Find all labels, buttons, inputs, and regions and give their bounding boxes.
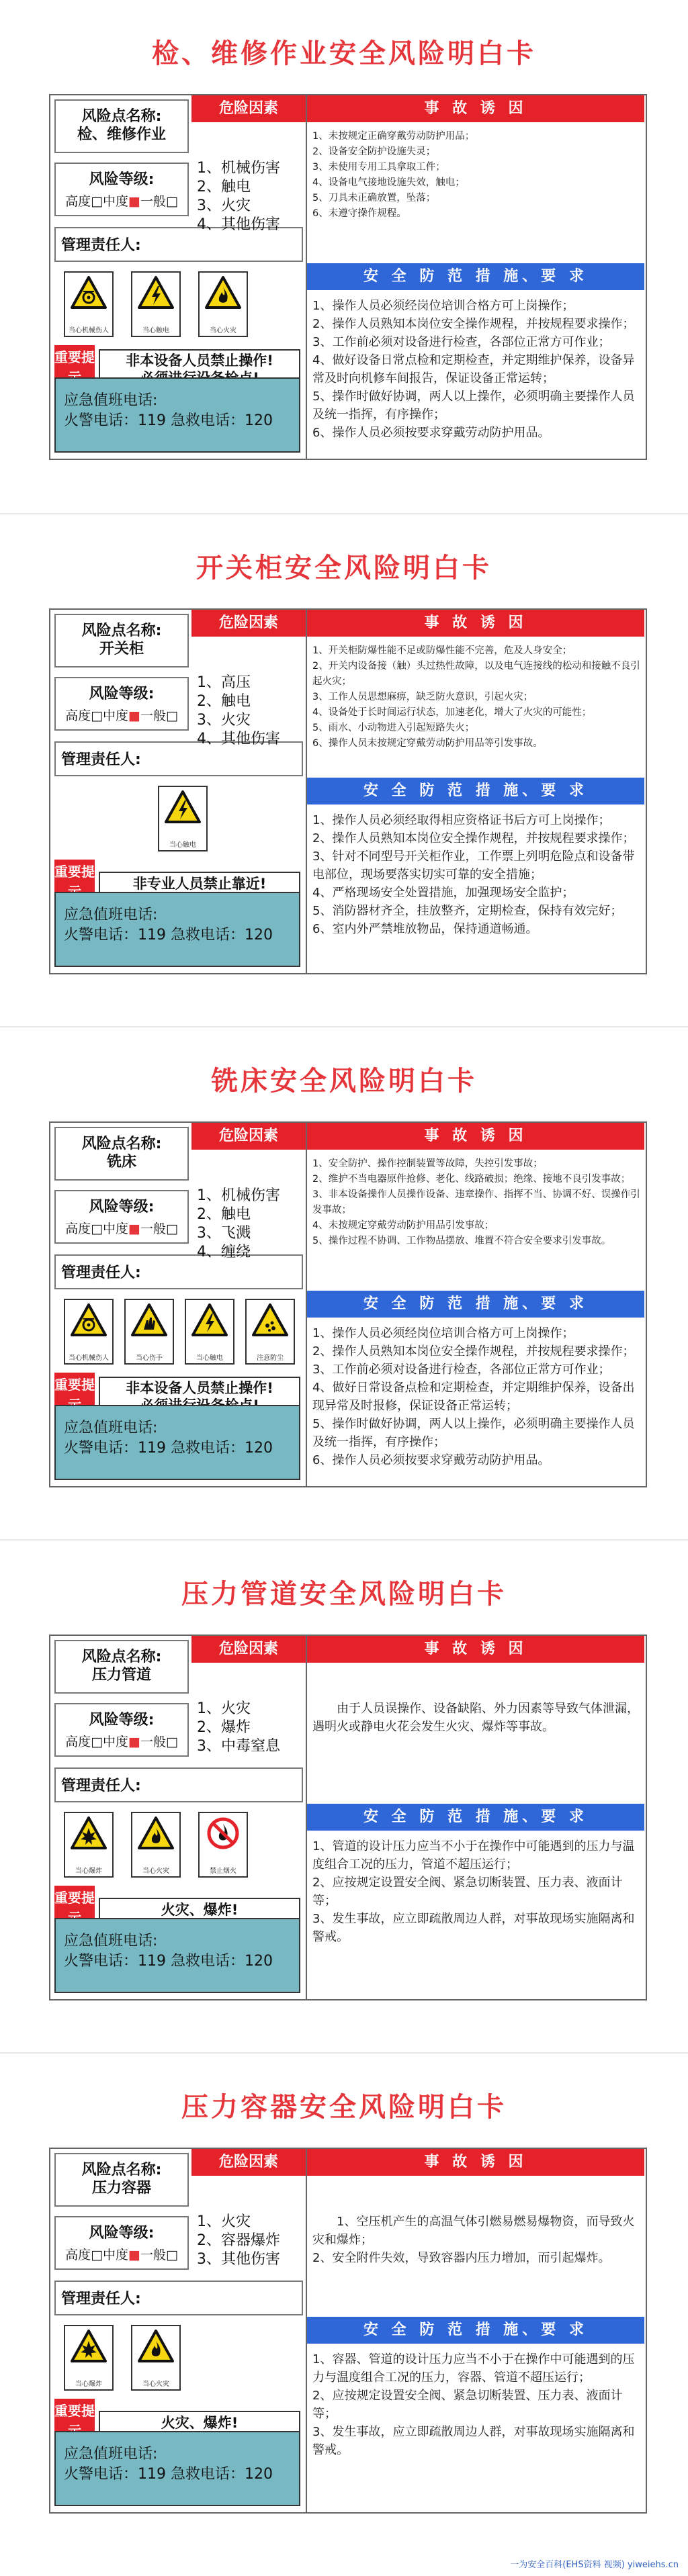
right-column: [306, 610, 646, 973]
notice-line: 火灾、爆炸!: [161, 2415, 239, 2431]
warning-sign: [64, 1299, 114, 1365]
explosion-icon: [65, 2329, 112, 2364]
level-marker: ■: [128, 194, 140, 209]
safety-measures-header: 安 全 防 范 措 施、要 求: [307, 1291, 644, 1318]
risk-level-scale: [56, 1219, 187, 1237]
risk-card: [49, 1121, 647, 1487]
notice-line: 非专业人员禁止靠近!: [132, 876, 267, 892]
risk-level-label: 风险等级:: [89, 1712, 155, 1729]
card-title: 开关柜安全风险明白卡: [196, 553, 492, 584]
hazard-item: 1、火灾: [197, 1700, 251, 1717]
warning-sign: [64, 1812, 114, 1878]
risk-card-section: [0, 2052, 688, 2563]
level-high-medium: 高度□中度: [65, 1735, 129, 1749]
accident-cause-text: 1、安全防护、操作控制装置等故障，失控引发事故； 2、维护不当电器原件抢修、老化、线路破损；绝缘、接地不良引发事故； 3、非本设备操作人员操作设备、违章操作、指挥不当、协调不好、误操作引发事故； 4、未按规定穿戴劳动防护用品引发事故； 5、操作过程不协调、工作物品摆放、堆置不符合安全要求引发事故。: [312, 1158, 640, 1246]
hazard-list: [197, 1187, 304, 1262]
hazard-item: 1、机械伤害: [197, 160, 280, 177]
risk-point-label: 风险点名称:: [81, 623, 162, 639]
safety-measures-text: 1、管道的设计压力应当不小于在操作中可能遇到的压力与温度组合工况的压力，管道不超压运行； 2、应按规定设置安全阀、紧急切断装置、压力表、液面计等； 3、发生事故，应立即疏散周边人群，对事故现场实施隔离和警戒。: [312, 1839, 635, 1944]
warning-sign-caption: 当心触电: [169, 841, 196, 849]
accident-cause-header: 事 故 诱 因: [307, 95, 644, 122]
safety-measures-text: 1、操作人员必须经取得相应资格证书后方可上岗操作； 2、操作人员熟知本岗位安全操作规程，并按规程要求操作； 3、针对不同型号开关柜作业，工作票上列明危险点和设备带电部位，现场要落实切实可靠的安全措施； 4、严格现场安全处置措施，加强现场安全监护； 5、消防器材齐全，挂放整齐，定期检查，保持有效完好； 6、室内外严禁堆放物品，保持通道畅通。: [312, 813, 635, 936]
fire-icon: [132, 2329, 179, 2364]
warning-sign: [198, 1812, 248, 1878]
accident-cause-header: 事 故 诱 因: [307, 1636, 644, 1663]
emergency-contact-box: [54, 892, 300, 967]
risk-point-name: 压力管道: [91, 1667, 151, 1684]
warning-sign: [124, 1299, 174, 1365]
hazard-header: 危险因素: [191, 95, 306, 122]
hazard-item: 2、触电: [197, 1206, 251, 1223]
level-marker: ■: [128, 708, 140, 723]
left-column: [50, 1123, 306, 1486]
risk-card: [49, 94, 647, 460]
fire-ambulance-phones: 火警电话：119 急救电话：120: [64, 412, 273, 429]
hazard-item: 3、飞溅: [197, 1225, 251, 1242]
fire-icon: [132, 1816, 179, 1851]
risk-point-box: [54, 614, 189, 668]
risk-card-section: [0, 513, 688, 1023]
hazard-item: 3、火灾: [197, 712, 251, 729]
hazard-item: 2、容器爆炸: [197, 2232, 280, 2249]
warning-sign-caption: 当心火灾: [210, 327, 236, 334]
emergency-duty-phone: 应急值班电话:: [64, 907, 158, 923]
notice-tag: 重要提: [54, 2399, 95, 2443]
electric-shock-icon: [159, 790, 206, 825]
hazard-item: 4、缠绕: [197, 1244, 251, 1260]
hazard-item: 1、火灾: [197, 2213, 251, 2230]
dust-warning-icon: [247, 1303, 294, 1338]
warning-sign: [64, 2325, 114, 2391]
warning-sign: [64, 271, 114, 337]
notice-tag: 重要提: [54, 860, 95, 904]
notice-line: 火灾、爆炸!: [161, 1902, 239, 1918]
warning-sign: [131, 271, 181, 337]
hazard-header: 危险因素: [191, 1123, 306, 1150]
safety-measures-text: 1、容器、管道的设计压力应当不小于在操作中可能遇到的压力与温度组合工况的压力，容器、管道不超压运行； 2、应按规定设置安全阀、紧急切断装置、压力表、液面计等； 3、发生事故，应立即疏散周边人群，对事故现场实施隔离和警戒。: [312, 2352, 635, 2457]
level-high-medium: 高度□中度: [65, 2248, 129, 2262]
notice-line: 非本设备人员禁止操作!: [126, 1380, 273, 1396]
risk-point-box: [54, 99, 189, 153]
footer-credit: 一为安全百科(EHS资料 视频) yiweiehs.cn: [510, 2560, 679, 2570]
safety-measures-header: 安 全 防 范 措 施、要 求: [307, 2317, 644, 2344]
level-marker: ■: [128, 1222, 140, 1236]
risk-card: [49, 2148, 647, 2514]
hazard-header: 危险因素: [191, 610, 306, 637]
hazard-item: 1、高压: [197, 674, 251, 691]
accident-cause-header: 事 故 诱 因: [307, 1123, 644, 1150]
left-column: [50, 610, 306, 973]
manager-label: 管理责任人:: [61, 2291, 141, 2307]
card-title: 铣床安全风险明白卡: [211, 1066, 477, 1097]
warning-sign-caption: 当心爆炸: [75, 1868, 102, 1875]
risk-point-box: [54, 2153, 189, 2207]
fire-ambulance-phones: 火警电话：119 急救电话：120: [64, 2466, 273, 2483]
hand-injury-icon: [126, 1303, 173, 1338]
manager-box: [54, 2281, 303, 2315]
card-title: 压力管道安全风险明白卡: [181, 1579, 507, 1610]
manager-label: 管理责任人:: [61, 237, 141, 254]
accident-cause-text: 1、开关柜防爆性能不足或防爆性能不完善，危及人身安全； 2、开关内设备接（触）头过热性故障，以及电气连接线的松动和接触不良引起火灾； 3、工作人员思想麻痹，缺乏防火意识，引起火灾； 4、设备处于长时间运行状态，加速老化，增大了火灾的可能性； 5、雨水、小动物进入引起短路失火； 6、操作人员未按规定穿戴劳动防护用品等引发事故。: [312, 645, 640, 749]
fire-ambulance-phones: 火警电话：119 急救电话：120: [64, 927, 273, 944]
warning-sign-caption: 当心机械伤人: [69, 1354, 109, 1362]
risk-level-box: [54, 163, 189, 216]
risk-level-label: 风险等级:: [89, 686, 155, 702]
right-column: [306, 95, 646, 459]
risk-point-label: 风险点名称:: [81, 108, 162, 125]
hazard-list: [197, 2213, 304, 2269]
warning-sign-caption: 当心伤手: [136, 1354, 163, 1362]
warning-sign-caption: 当心爆炸: [75, 2381, 102, 2388]
fire-ambulance-phones: 火警电话：119 急救电话：120: [64, 1440, 273, 1457]
hazard-item: 1、机械伤害: [197, 1187, 280, 1204]
notice-tag: 重要提: [54, 1886, 95, 1930]
hazard-list: [197, 1700, 304, 1756]
level-high-medium: 高度□中度: [65, 194, 129, 209]
warning-sign-caption: 当心触电: [196, 1354, 223, 1362]
hazard-header: 危险因素: [191, 1636, 306, 1663]
accident-cause-text: 由于人员误操作、设备缺陷、外力因素等导致气体泄漏，遇明火或静电火花会发生火灾、爆炸等事故。: [312, 1702, 639, 1734]
warning-sign: [158, 786, 208, 852]
emergency-contact-box: [54, 1405, 300, 1480]
notice-tag: 重要提: [54, 345, 95, 389]
hazard-item: 2、爆炸: [197, 1719, 251, 1736]
emergency-contact-box: [54, 377, 300, 453]
mechanical-injury-icon: [65, 275, 112, 310]
accident-cause-header: 事 故 诱 因: [307, 610, 644, 637]
hazard-item: 3、火灾: [197, 197, 251, 214]
warning-sign: [198, 271, 248, 337]
card-title: 检、维修作业安全风险明白卡: [152, 38, 536, 69]
warning-sign: [185, 1299, 234, 1365]
risk-level-box: [54, 1190, 189, 1244]
risk-level-label: 风险等级:: [89, 171, 155, 188]
safety-measures-text: 1、操作人员必须经岗位培训合格方可上岗操作； 2、操作人员熟知本岗位安全操作规程，并按规程要求操作； 3、工作前必须对设备进行检查，各部位正常方可作业； 4、做好设备日常点检和定期检查，并定期维护保养，设备异常及时向机修车间报告，保证设备正常运转； 5、操作时做好协调，两人以上操作，必须明确主要操作人员及统一指挥，有序操作； 6、操作人员必须按要求穿戴劳动防护用品。: [312, 299, 635, 440]
warning-sign-caption: 当心触电: [142, 327, 169, 334]
fire-ambulance-phones: 火警电话：119 急救电话：120: [64, 1953, 273, 1970]
hazard-item: 4、其他伤害: [197, 216, 280, 233]
risk-level-box: [54, 1703, 189, 1757]
notice-message: [99, 1898, 300, 1921]
manager-label: 管理责任人:: [61, 751, 141, 768]
risk-level-label: 风险等级:: [89, 2225, 155, 2242]
hazard-list: [197, 674, 304, 749]
level-marker: ■: [128, 1735, 140, 1749]
level-general: 一般□: [140, 1735, 178, 1749]
risk-point-label: 风险点名称:: [81, 1136, 162, 1152]
accident-cause-text: 1、未按规定正确穿戴劳动防护用品； 2、设备安全防护设施失灵； 3、未使用专用工具拿取工件； 4、设备电气接地设施失效，触电； 5、刀具未正确放置，坠落； 6、未遵守操作规程。: [312, 131, 475, 219]
risk-point-label: 风险点名称:: [81, 2162, 162, 2178]
right-column: [306, 2149, 646, 2512]
safety-measures-header: 安 全 防 范 措 施、要 求: [307, 263, 644, 290]
emergency-duty-phone: 应急值班电话:: [64, 2446, 158, 2463]
hazard-list: [197, 159, 304, 234]
level-general: 一般□: [140, 2248, 178, 2262]
left-column: [50, 95, 306, 459]
explosion-icon: [65, 1816, 112, 1851]
risk-point-box: [54, 1127, 189, 1181]
level-marker: ■: [128, 2248, 140, 2262]
hazard-item: 4、其他伤害: [197, 731, 280, 747]
level-high-medium: 高度□中度: [65, 708, 129, 723]
risk-level-box: [54, 2216, 189, 2270]
notice-message: [99, 2411, 300, 2434]
risk-point-label: 风险点名称:: [81, 1649, 162, 1665]
manager-box: [54, 1767, 303, 1802]
level-high-medium: 高度□中度: [65, 1222, 129, 1236]
manager-label: 管理责任人:: [61, 1778, 141, 1794]
risk-level-scale: [56, 2245, 187, 2263]
fire-icon: [200, 275, 247, 310]
mechanical-injury-icon: [65, 1303, 112, 1338]
safety-measures-header: 安 全 防 范 措 施、要 求: [307, 1804, 644, 1831]
warning-sign-caption: 当心机械伤人: [69, 327, 109, 334]
risk-level-box: [54, 677, 189, 731]
hazard-item: 3、其他伤害: [197, 2251, 280, 2268]
accident-cause-text: 1、空压机产生的高温气体引燃易燃易爆物资，而导致火灾和爆炸； 2、安全附件失效，导致容器内压力增加，而引起爆炸。: [312, 2215, 635, 2265]
right-column: [306, 1123, 646, 1486]
risk-level-label: 风险等级:: [89, 1199, 155, 1215]
emergency-contact-box: [54, 2431, 300, 2506]
risk-card-section: [0, 0, 688, 510]
risk-level-scale: [56, 1732, 187, 1750]
level-general: 一般□: [140, 708, 178, 723]
warning-sign: [131, 1812, 181, 1878]
risk-level-scale: [56, 191, 187, 210]
risk-card: [49, 608, 647, 974]
risk-point-name: 检、维修作业: [77, 126, 166, 143]
emergency-duty-phone: 应急值班电话:: [64, 392, 158, 409]
warning-sign: [245, 1299, 295, 1365]
card-title: 压力容器安全风险明白卡: [181, 2092, 507, 2123]
risk-point-name: 开关柜: [99, 641, 144, 657]
risk-card-section: [0, 1539, 688, 2050]
warning-sign: [131, 2325, 181, 2391]
risk-card: [49, 1635, 647, 2000]
hazard-item: 3、中毒窒息: [197, 1738, 280, 1755]
no-fire-icon: [200, 1816, 247, 1851]
hazard-item: 2、触电: [197, 693, 251, 710]
right-column: [306, 1636, 646, 1999]
manager-label: 管理责任人:: [61, 1264, 141, 1281]
notice-line: 非本设备人员禁止操作!: [126, 353, 273, 369]
warning-sign-caption: 当心火灾: [142, 1868, 169, 1875]
risk-point-box: [54, 1640, 189, 1694]
risk-card-section: [0, 1026, 688, 1536]
warning-sign-caption: 当心火灾: [142, 2381, 169, 2388]
electric-shock-icon: [132, 275, 179, 310]
left-column: [50, 1636, 306, 1999]
warning-sign-caption: 注意防尘: [257, 1354, 284, 1362]
electric-shock-icon: [186, 1303, 233, 1338]
emergency-duty-phone: 应急值班电话:: [64, 1933, 158, 1949]
safety-measures-header: 安 全 防 范 措 施、要 求: [307, 778, 644, 804]
accident-cause-header: 事 故 诱 因: [307, 2149, 644, 2176]
level-general: 一般□: [140, 1222, 178, 1236]
risk-point-name: 铣床: [106, 1154, 136, 1170]
notice-message: [99, 872, 300, 894]
hazard-header: 危险因素: [191, 2149, 306, 2176]
notice-tag: 重要提: [54, 1373, 95, 1417]
warning-sign-caption: 禁止烟火: [210, 1868, 236, 1875]
hazard-item: 2、触电: [197, 179, 251, 195]
left-column: [50, 2149, 306, 2512]
safety-measures-text: 1、操作人员必须经岗位培训合格方可上岗操作； 2、操作人员熟知本岗位安全操作规程，并按规程要求操作； 3、工作前必须对设备进行检查，各部位正常方可作业； 4、做好日常设备点检和定期检查，并定期维护保养，设备出现异常及时报修，保证设备正常运转； 5、操作时做好协调，两人以上操作，必须明确主要操作人员及统一指挥，有序操作； 6、操作人员必须按要求穿戴劳动防护用品。: [312, 1326, 635, 1467]
risk-point-name: 压力容器: [91, 2180, 151, 2197]
emergency-contact-box: [54, 1918, 300, 1993]
emergency-duty-phone: 应急值班电话:: [64, 1420, 158, 1436]
risk-level-scale: [56, 706, 187, 724]
level-general: 一般□: [140, 194, 178, 209]
